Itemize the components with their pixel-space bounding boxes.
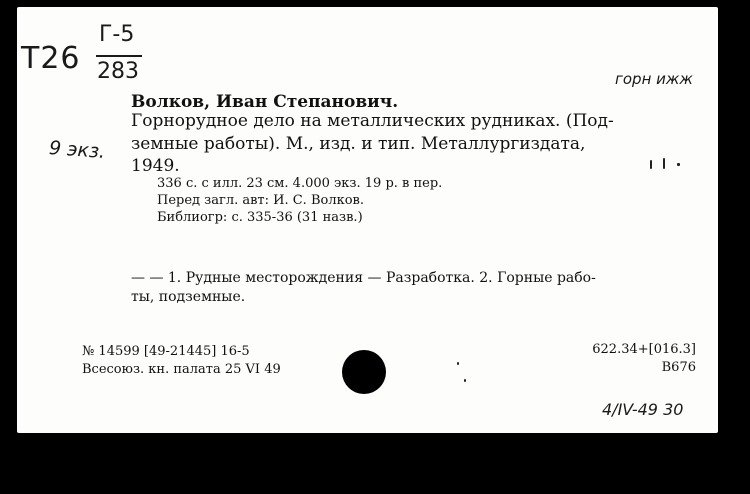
collation-block xyxy=(157,175,442,226)
handwritten-date-note: 4/IV-49 30 xyxy=(602,400,684,419)
registration-block xyxy=(82,343,281,379)
stray-mark xyxy=(464,379,466,382)
call-number-bottom: 283 xyxy=(97,59,139,84)
title-block xyxy=(131,110,717,178)
classification-line: В676 xyxy=(661,360,696,375)
title-line: Горнорудное дело на металлических рудниках. (Под- xyxy=(131,111,614,131)
call-number-divider xyxy=(96,55,142,57)
subject-tracings xyxy=(131,269,596,307)
title-line: земные работы). М., изд. и тип. Металлургиздата, xyxy=(131,133,586,154)
stray-mark xyxy=(457,362,459,365)
registration-line: Всесоюз. кн. палата 25 VI 49 xyxy=(82,362,281,377)
collation-line: 336 с. с илл. 23 см. 4.000 экз. 19 р. в пер. xyxy=(157,176,443,191)
collation-line: Библиогр: с. 335-36 (31 назв.) xyxy=(157,210,363,225)
stray-mark xyxy=(650,160,652,169)
collation-line: Перед загл. авт: И. С. Волков. xyxy=(157,193,364,208)
catalog-card xyxy=(17,7,718,433)
author-heading: Волков, Иван Степанович. xyxy=(131,92,399,112)
registration-line: № 14599 [49-21445] 16-5 xyxy=(82,344,250,359)
handwritten-copies-note: 9 экз. xyxy=(48,137,106,163)
card-punch-hole xyxy=(342,350,386,394)
subject-line: ты, подземные. xyxy=(131,289,246,305)
subject-line: — — 1. Рудные месторождения — Разработка. 2. Горные рабо- xyxy=(131,270,596,286)
stray-mark xyxy=(663,158,665,169)
classification-block xyxy=(580,341,696,377)
call-number-top: Г-5 xyxy=(99,22,135,47)
handwritten-note-top-right: горн ижж xyxy=(615,70,693,88)
call-number-prefix: T26 xyxy=(21,41,81,76)
classification-line: 622.34+[016.3] xyxy=(592,342,696,357)
title-line: 1949. xyxy=(131,156,180,176)
stray-mark xyxy=(677,163,680,166)
